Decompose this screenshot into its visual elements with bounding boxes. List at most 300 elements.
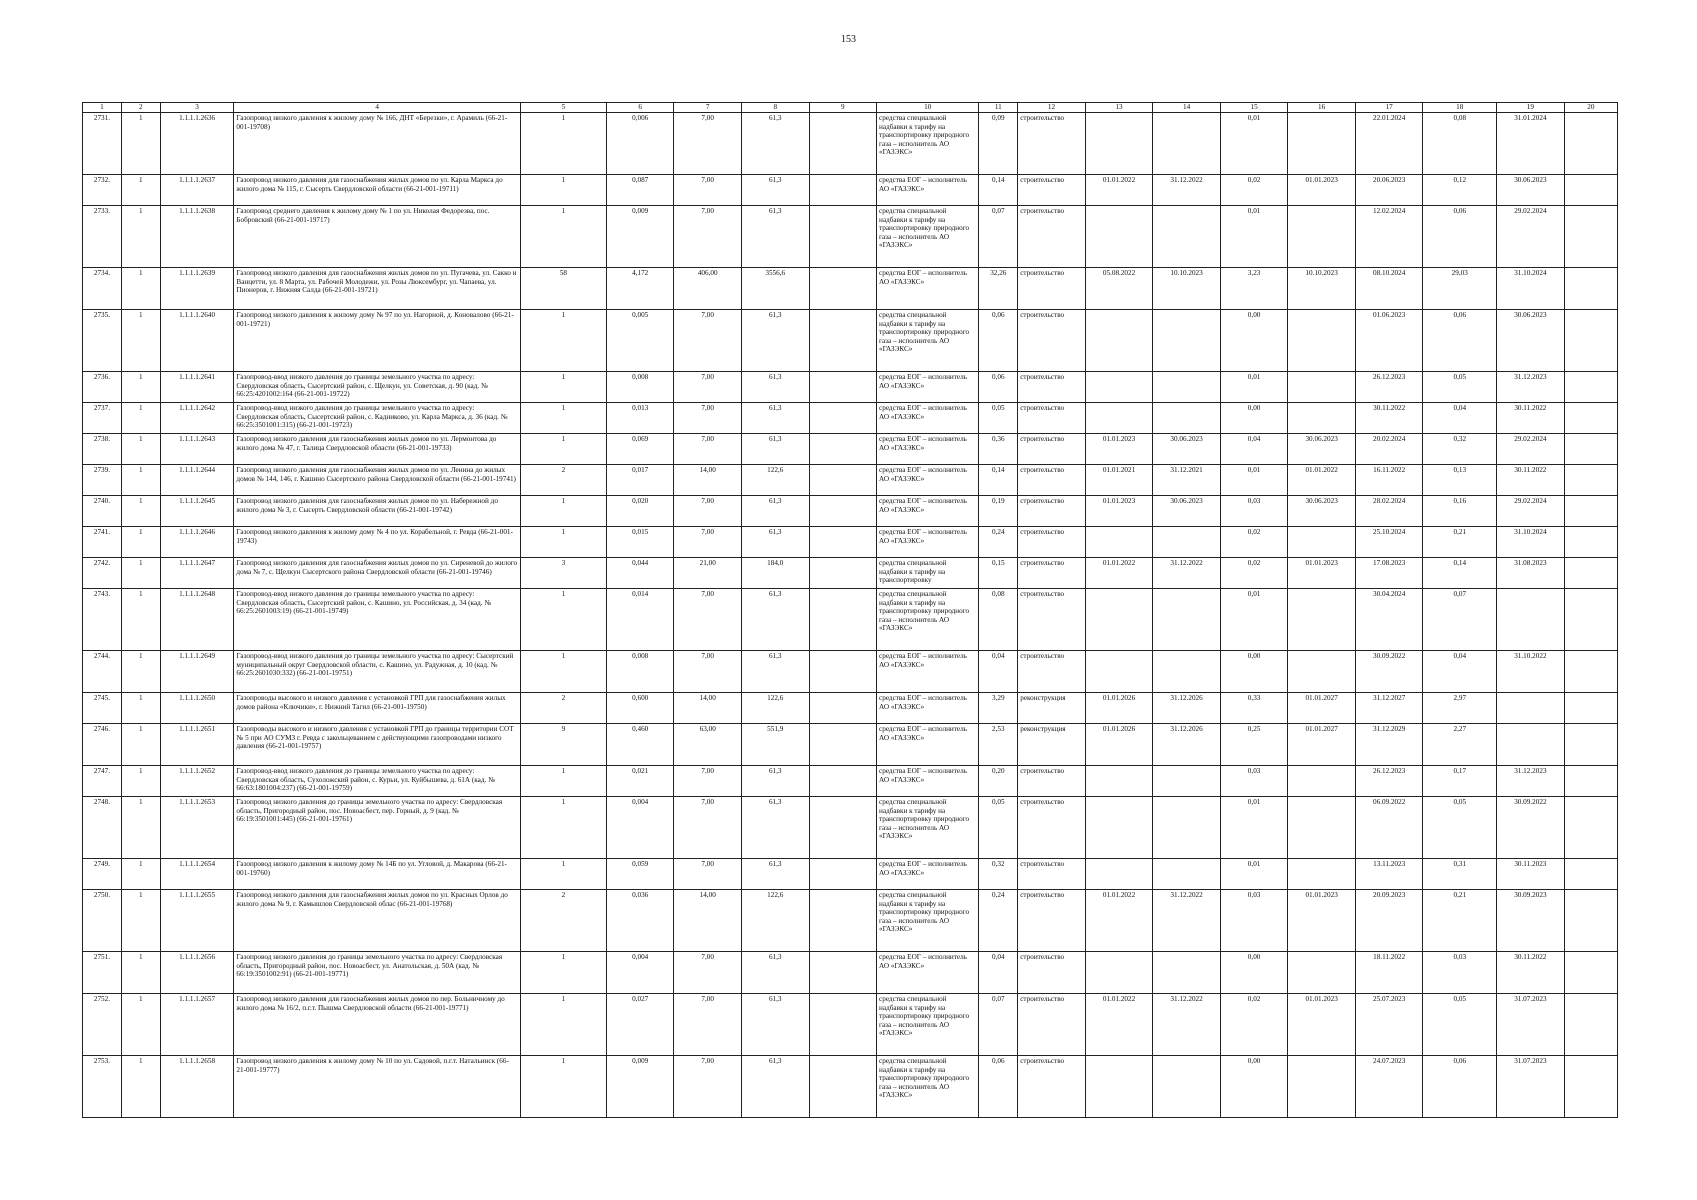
cell-code: 1.1.1.1.2642 — [160, 403, 234, 434]
cell-col-9 — [809, 994, 877, 1056]
cell-col-17: 30.09.2022 — [1355, 651, 1423, 693]
cell-work-type: строительство — [1018, 268, 1086, 310]
column-number-20: 20 — [1564, 103, 1617, 113]
cell-completion-date: 31.12.2023 — [1497, 372, 1565, 403]
table-row — [83, 1056, 1618, 1118]
cell-row-number: 2734. — [83, 268, 122, 310]
cell-funding-source: средства специальной надбавки к тарифу на транспортировку природного газа – исполнитель АО «ГАЗЭКС» — [877, 206, 979, 268]
table-row — [83, 310, 1618, 372]
cell-col-15: 0,03 — [1220, 766, 1288, 797]
cell-col-2: 1 — [121, 527, 160, 558]
cell-completion-date: 30.11.2022 — [1497, 403, 1565, 434]
cell-row-number: 2743. — [83, 589, 122, 651]
cell-col-16: 01.01.2027 — [1288, 724, 1356, 766]
cell-code: 1.1.1.1.2637 — [160, 175, 234, 206]
table-row — [83, 952, 1618, 994]
cell-col-8: 61,3 — [741, 310, 809, 372]
column-number-4: 4 — [234, 103, 521, 113]
cell-object-name: Газопровод низкого давления для газоснабжения жилых домов по пер. Больничному до жилого дома № 16/2, п.г.т. Пышма Свердловской области (66-21-001-19771) — [234, 994, 521, 1056]
cell-code: 1.1.1.1.2654 — [160, 859, 234, 890]
column-number-2: 2 — [121, 103, 160, 113]
cell-col-15: 0,00 — [1220, 651, 1288, 693]
cell-col-9 — [809, 310, 877, 372]
cell-funding-source: средства ЕОГ – исполнитель АО «ГАЗЭКС» — [877, 268, 979, 310]
cell-col-20 — [1564, 403, 1617, 434]
cell-col-18: 0,05 — [1423, 994, 1497, 1056]
table-row — [83, 994, 1618, 1056]
cell-col-20 — [1564, 1056, 1617, 1118]
table-row — [83, 589, 1618, 651]
cell-col-15: 0,02 — [1220, 558, 1288, 589]
cell-cost: 0,06 — [979, 310, 1018, 372]
cell-completion-date: 30.06.2023 — [1497, 175, 1565, 206]
cell-completion-date: 29.02.2024 — [1497, 206, 1565, 268]
cell-col-17: 17.08.2023 — [1355, 558, 1423, 589]
cell-col-2: 1 — [121, 558, 160, 589]
cell-col-16: 01.01.2023 — [1288, 890, 1356, 952]
cell-col-17: 20.02.2024 — [1355, 434, 1423, 465]
cell-length-km: 0,069 — [606, 434, 674, 465]
cell-col-2: 1 — [121, 403, 160, 434]
cell-start-date — [1085, 206, 1153, 268]
cell-col-5: 3 — [520, 558, 606, 589]
cell-col-9 — [809, 859, 877, 890]
cell-completion-date: 31.08.2023 — [1497, 558, 1565, 589]
cell-col-2: 1 — [121, 465, 160, 496]
cell-col-8: 61,3 — [741, 175, 809, 206]
cell-work-type: строительство — [1018, 651, 1086, 693]
cell-col-17: 31.12.2027 — [1355, 693, 1423, 724]
cell-cost: 0,32 — [979, 859, 1018, 890]
cell-end-date: 31.12.2022 — [1153, 890, 1221, 952]
cell-code: 1.1.1.1.2651 — [160, 724, 234, 766]
cell-funding-source: средства специальной надбавки к тарифу на транспортировку природного газа – исполнитель АО «ГАЗЭКС» — [877, 890, 979, 952]
table-row — [83, 496, 1618, 527]
cell-length-km: 0,020 — [606, 496, 674, 527]
cell-completion-date — [1497, 693, 1565, 724]
cell-col-7: 7,00 — [674, 994, 742, 1056]
cell-start-date: 01.01.2022 — [1085, 994, 1153, 1056]
cell-funding-source: средства ЕОГ – исполнитель АО «ГАЗЭКС» — [877, 693, 979, 724]
cell-col-18: 2,27 — [1423, 724, 1497, 766]
cell-end-date: 31.12.2022 — [1153, 994, 1221, 1056]
cell-col-7: 406,00 — [674, 268, 742, 310]
cell-col-17: 25.10.2024 — [1355, 527, 1423, 558]
cell-code: 1.1.1.1.2657 — [160, 994, 234, 1056]
cell-col-8: 61,3 — [741, 434, 809, 465]
cell-col-18: 0,13 — [1423, 465, 1497, 496]
column-number-5: 5 — [520, 103, 606, 113]
cell-completion-date: 31.01.2024 — [1497, 113, 1565, 175]
cell-code: 1.1.1.1.2636 — [160, 113, 234, 175]
cell-funding-source: средства специальной надбавки к тарифу на транспортировку природного газа – исполнитель АО «ГАЗЭКС» — [877, 994, 979, 1056]
cell-end-date — [1153, 206, 1221, 268]
cell-col-18: 0,21 — [1423, 527, 1497, 558]
cell-object-name: Газопровод-ввод низкого давления до границы земельного участка по адресу: Свердловская область, Сысертский район, с. Кашино, ул. Российская, д. 34 (кад. № 66:25:2601003:19) (66-21-001-19749) — [234, 589, 521, 651]
cell-completion-date: 31.07.2023 — [1497, 1056, 1565, 1118]
column-number-header-row — [83, 103, 1618, 113]
cell-work-type: строительство — [1018, 403, 1086, 434]
cell-length-km: 0,027 — [606, 994, 674, 1056]
cell-col-7: 7,00 — [674, 589, 742, 651]
page-number: 153 — [841, 34, 856, 45]
cell-col-16 — [1288, 527, 1356, 558]
table-row — [83, 724, 1618, 766]
cell-col-8: 61,3 — [741, 496, 809, 527]
cell-row-number: 2748. — [83, 797, 122, 859]
cell-row-number: 2751. — [83, 952, 122, 994]
cell-col-20 — [1564, 952, 1617, 994]
table-row — [83, 434, 1618, 465]
cell-object-name: Газопровод низкого давления для газоснабжения жилых домов по ул. Лермонтова до жилого дома № 47, г. Талица Свердловской области (66-21-001-19733) — [234, 434, 521, 465]
cell-start-date: 01.01.2026 — [1085, 693, 1153, 724]
cell-code: 1.1.1.1.2649 — [160, 651, 234, 693]
cell-col-18: 0,06 — [1423, 1056, 1497, 1118]
cell-col-7: 14,00 — [674, 465, 742, 496]
cell-col-20 — [1564, 693, 1617, 724]
cell-row-number: 2735. — [83, 310, 122, 372]
cell-end-date — [1153, 859, 1221, 890]
cell-col-9 — [809, 1056, 877, 1118]
cell-length-km: 0,004 — [606, 952, 674, 994]
cell-col-16 — [1288, 310, 1356, 372]
cell-col-5: 1 — [520, 797, 606, 859]
cell-col-20 — [1564, 268, 1617, 310]
cell-col-20 — [1564, 206, 1617, 268]
cell-col-7: 7,00 — [674, 403, 742, 434]
cell-col-5: 1 — [520, 994, 606, 1056]
column-number-19: 19 — [1497, 103, 1565, 113]
cell-work-type: строительство — [1018, 175, 1086, 206]
cell-col-2: 1 — [121, 434, 160, 465]
cell-end-date: 31.12.2026 — [1153, 693, 1221, 724]
cell-col-2: 1 — [121, 797, 160, 859]
cell-work-type: строительство — [1018, 434, 1086, 465]
cell-work-type: строительство — [1018, 797, 1086, 859]
cell-col-8: 61,3 — [741, 206, 809, 268]
column-number-14: 14 — [1153, 103, 1221, 113]
cell-col-16 — [1288, 859, 1356, 890]
cell-end-date — [1153, 372, 1221, 403]
cell-col-2: 1 — [121, 859, 160, 890]
cell-col-2: 1 — [121, 206, 160, 268]
cell-col-15: 0,03 — [1220, 890, 1288, 952]
cell-col-17: 26.12.2023 — [1355, 766, 1423, 797]
cell-length-km: 0,009 — [606, 206, 674, 268]
cell-funding-source: средства специальной надбавки к тарифу на транспортировку природного газа – исполнитель АО «ГАЗЭКС» — [877, 1056, 979, 1118]
cell-col-8: 61,3 — [741, 1056, 809, 1118]
cell-length-km: 0,006 — [606, 113, 674, 175]
cell-work-type: строительство — [1018, 465, 1086, 496]
cell-col-8: 551,9 — [741, 724, 809, 766]
cell-col-8: 61,3 — [741, 403, 809, 434]
cell-completion-date: 31.10.2024 — [1497, 527, 1565, 558]
cell-col-7: 7,00 — [674, 372, 742, 403]
cell-col-18: 0,04 — [1423, 403, 1497, 434]
cell-funding-source: средства ЕОГ – исполнитель АО «ГАЗЭКС» — [877, 766, 979, 797]
cell-col-8: 61,3 — [741, 372, 809, 403]
cell-code: 1.1.1.1.2646 — [160, 527, 234, 558]
cell-row-number: 2744. — [83, 651, 122, 693]
table-row — [83, 797, 1618, 859]
cell-funding-source: средства ЕОГ – исполнитель АО «ГАЗЭКС» — [877, 952, 979, 994]
cell-col-7: 7,00 — [674, 206, 742, 268]
cell-completion-date: 31.12.2023 — [1497, 766, 1565, 797]
cell-col-17: 13.11.2023 — [1355, 859, 1423, 890]
cell-col-2: 1 — [121, 651, 160, 693]
cell-object-name: Газопровод низкого давления к жилому дому № 10 по ул. Садовой, п.г.т. Натальинск (66-21-001-19777) — [234, 1056, 521, 1118]
cell-funding-source: средства ЕОГ – исполнитель АО «ГАЗЭКС» — [877, 403, 979, 434]
cell-object-name: Газопровод низкого давления для газоснабжения жилых домов по ул. Сиреневой до жилого дома № 7, с. Щелкун Сысертского района Свердловской области (66-21-001-19746) — [234, 558, 521, 589]
cell-length-km: 0,059 — [606, 859, 674, 890]
cell-funding-source: средства специальной надбавки к тарифу на транспортировку природного газа – исполнитель АО «ГАЗЭКС» — [877, 797, 979, 859]
cell-funding-source: средства ЕОГ – исполнитель АО «ГАЗЭКС» — [877, 372, 979, 403]
cell-start-date — [1085, 797, 1153, 859]
cell-col-15: 0,01 — [1220, 859, 1288, 890]
cell-col-18: 0,03 — [1423, 952, 1497, 994]
cell-start-date — [1085, 310, 1153, 372]
cell-cost: 0,05 — [979, 797, 1018, 859]
cell-work-type: строительство — [1018, 994, 1086, 1056]
cell-col-7: 7,00 — [674, 797, 742, 859]
cell-object-name: Газопровод низкого давления к жилому дому № 97 по ул. Нагорной, д. Коновалово (66-21-001-19721) — [234, 310, 521, 372]
table-row — [83, 890, 1618, 952]
cell-completion-date: 30.09.2023 — [1497, 890, 1565, 952]
cell-end-date — [1153, 527, 1221, 558]
cell-work-type: строительство — [1018, 113, 1086, 175]
cell-start-date — [1085, 527, 1153, 558]
cell-col-18: 0,07 — [1423, 589, 1497, 651]
cell-length-km: 0,008 — [606, 372, 674, 403]
cell-code: 1.1.1.1.2644 — [160, 465, 234, 496]
cell-code: 1.1.1.1.2650 — [160, 693, 234, 724]
cell-col-15: 0,02 — [1220, 175, 1288, 206]
table-row — [83, 527, 1618, 558]
column-number-18: 18 — [1423, 103, 1497, 113]
cell-col-5: 58 — [520, 268, 606, 310]
cell-completion-date: 29.02.2024 — [1497, 496, 1565, 527]
cell-col-9 — [809, 496, 877, 527]
cell-col-17: 20.06.2023 — [1355, 175, 1423, 206]
cell-col-16: 01.01.2023 — [1288, 994, 1356, 1056]
cell-col-8: 61,3 — [741, 589, 809, 651]
cell-funding-source: средства специальной надбавки к тарифу на транспортировку природного газа – исполнитель АО «ГАЗЭКС» — [877, 113, 979, 175]
cell-cost: 0,04 — [979, 952, 1018, 994]
column-number-12: 12 — [1018, 103, 1086, 113]
cell-cost: 0,04 — [979, 651, 1018, 693]
cell-col-15: 0,01 — [1220, 206, 1288, 268]
cell-col-7: 7,00 — [674, 766, 742, 797]
cell-length-km: 0,014 — [606, 589, 674, 651]
cell-work-type: строительство — [1018, 310, 1086, 372]
cell-object-name: Газопроводы высокого и низкого давления с установкой ГРП до границы территории СОТ № 5 при АО СУМЗ г. Ревда с закольцеванием с действующими газопроводами низкого давления (66-21-001-19757) — [234, 724, 521, 766]
cell-col-2: 1 — [121, 766, 160, 797]
cell-funding-source: средства ЕОГ – исполнитель АО «ГАЗЭКС» — [877, 859, 979, 890]
cell-cost: 32,26 — [979, 268, 1018, 310]
cell-funding-source: средства ЕОГ – исполнитель АО «ГАЗЭКС» — [877, 175, 979, 206]
cell-col-2: 1 — [121, 952, 160, 994]
column-number-3: 3 — [160, 103, 234, 113]
column-number-6: 6 — [606, 103, 674, 113]
cell-col-9 — [809, 527, 877, 558]
table-row — [83, 113, 1618, 175]
column-number-1: 1 — [83, 103, 122, 113]
cell-end-date: 31.12.2021 — [1153, 465, 1221, 496]
cell-completion-date: 30.06.2023 — [1497, 310, 1565, 372]
cell-col-20 — [1564, 994, 1617, 1056]
cell-work-type: строительство — [1018, 766, 1086, 797]
cell-length-km: 0,044 — [606, 558, 674, 589]
cell-col-5: 1 — [520, 496, 606, 527]
cell-completion-date: 31.10.2022 — [1497, 651, 1565, 693]
table-row — [83, 558, 1618, 589]
cell-col-7: 7,00 — [674, 496, 742, 527]
cell-end-date — [1153, 952, 1221, 994]
cell-col-17: 30.04.2024 — [1355, 589, 1423, 651]
cell-end-date — [1153, 403, 1221, 434]
table-row — [83, 651, 1618, 693]
cell-object-name: Газопровод среднего давления к жилому дому № 1 по ул. Николая Федорезва, пос. Бобровский (66-21-001-19717) — [234, 206, 521, 268]
cell-col-18: 0,12 — [1423, 175, 1497, 206]
cell-end-date: 31.12.2026 — [1153, 724, 1221, 766]
cell-funding-source: средства специальной надбавки к тарифу на транспортировку природного газа – исполнитель АО «ГАЗЭКС» — [877, 310, 979, 372]
cell-start-date — [1085, 372, 1153, 403]
cell-cost: 0,07 — [979, 994, 1018, 1056]
cell-cost: 0,06 — [979, 1056, 1018, 1118]
cell-col-16 — [1288, 651, 1356, 693]
cell-col-9 — [809, 797, 877, 859]
cell-object-name: Газопровод-ввод низкого давления до границы земельного участка по адресу: Свердловская область, Сысертский район, с. Щелкун, ул. Советская, д. 90 (кад. № 66:25:4201002:164 (66-21-001-19722) — [234, 372, 521, 403]
cell-start-date: 01.01.2023 — [1085, 434, 1153, 465]
cell-col-9 — [809, 890, 877, 952]
cell-col-5: 1 — [520, 310, 606, 372]
cell-col-7: 14,00 — [674, 890, 742, 952]
cell-length-km: 0,021 — [606, 766, 674, 797]
cell-col-9 — [809, 434, 877, 465]
cell-end-date: 31.12.2022 — [1153, 558, 1221, 589]
cell-code: 1.1.1.1.2640 — [160, 310, 234, 372]
cell-col-15: 0,01 — [1220, 797, 1288, 859]
cell-object-name: Газопровод-ввод низкого давления до границы земельного участка по адресу: Свердловская область, Сухоложский район, с. Курьи, ул. Куйбышева, д. 61А (кад. № 66:63:1801004:237) (66-21-001-19759) — [234, 766, 521, 797]
cell-col-17: 20.09.2023 — [1355, 890, 1423, 952]
cell-col-2: 1 — [121, 589, 160, 651]
cell-col-5: 1 — [520, 651, 606, 693]
cell-col-20 — [1564, 465, 1617, 496]
cell-col-16 — [1288, 1056, 1356, 1118]
cell-object-name: Газопровод низкого давления для газоснабжения жилых домов по ул. Красных Орлов до жилого дома № 9, г. Камышлов Свердловской облас (66-21-001-19768) — [234, 890, 521, 952]
cell-code: 1.1.1.1.2645 — [160, 496, 234, 527]
cell-col-18: 29,03 — [1423, 268, 1497, 310]
cell-row-number: 2739. — [83, 465, 122, 496]
cell-code: 1.1.1.1.2638 — [160, 206, 234, 268]
cell-col-8: 61,3 — [741, 859, 809, 890]
cell-col-20 — [1564, 175, 1617, 206]
cell-cost: 0,05 — [979, 403, 1018, 434]
cell-end-date — [1153, 310, 1221, 372]
cell-row-number: 2737. — [83, 403, 122, 434]
cell-code: 1.1.1.1.2652 — [160, 766, 234, 797]
cell-col-17: 22.01.2024 — [1355, 113, 1423, 175]
cell-col-8: 122,6 — [741, 890, 809, 952]
cell-funding-source: средства специальной надбавки к тарифу на транспортировку — [877, 558, 979, 589]
cell-start-date — [1085, 952, 1153, 994]
cell-object-name: Газопровод низкого давления до границы земельного участка по адресу: Свердловская область, Пригородный район, пос. Новоасбест, пер. Горный, д. 9 (кад. № 66:19:3501001:445) (66-21-001-19761) — [234, 797, 521, 859]
table-row — [83, 206, 1618, 268]
cell-length-km: 0,600 — [606, 693, 674, 724]
cell-length-km: 0,005 — [606, 310, 674, 372]
cell-work-type: строительство — [1018, 589, 1086, 651]
cell-completion-date: 30.11.2023 — [1497, 859, 1565, 890]
column-number-10: 10 — [877, 103, 979, 113]
cell-col-2: 1 — [121, 496, 160, 527]
cell-col-15: 0,33 — [1220, 693, 1288, 724]
cell-length-km: 0,087 — [606, 175, 674, 206]
column-number-16: 16 — [1288, 103, 1356, 113]
cell-col-7: 7,00 — [674, 1056, 742, 1118]
table-row — [83, 693, 1618, 724]
cell-row-number: 2738. — [83, 434, 122, 465]
cell-start-date — [1085, 589, 1153, 651]
cell-col-2: 1 — [121, 1056, 160, 1118]
table-body — [83, 113, 1618, 1118]
cell-cost: 0,19 — [979, 496, 1018, 527]
cell-col-5: 2 — [520, 465, 606, 496]
cell-work-type: реконструкция — [1018, 693, 1086, 724]
cell-col-17: 28.02.2024 — [1355, 496, 1423, 527]
cell-end-date — [1153, 651, 1221, 693]
cell-row-number: 2736. — [83, 372, 122, 403]
cell-col-16 — [1288, 372, 1356, 403]
cell-col-15: 0,01 — [1220, 113, 1288, 175]
cell-col-17: 25.07.2023 — [1355, 994, 1423, 1056]
cell-length-km: 4,172 — [606, 268, 674, 310]
cell-object-name: Газопровод низкого давления для газоснабжения жилых домов по ул. Ленина до жилых домов № 144, 146, г. Кашино Сысертского района Свердловской области (66-21-001-19741) — [234, 465, 521, 496]
cell-col-18: 0,06 — [1423, 206, 1497, 268]
cell-code: 1.1.1.1.2658 — [160, 1056, 234, 1118]
cell-col-16: 10.10.2023 — [1288, 268, 1356, 310]
cell-col-20 — [1564, 724, 1617, 766]
table-row — [83, 175, 1618, 206]
cell-work-type: строительство — [1018, 206, 1086, 268]
cell-col-7: 7,00 — [674, 113, 742, 175]
cell-object-name: Газопровод низкого давления к жилому дому № 4 по ул. Корабельной, г. Ревда (66-21-001-19743) — [234, 527, 521, 558]
table-row — [83, 859, 1618, 890]
cell-col-18: 0,21 — [1423, 890, 1497, 952]
cell-col-5: 1 — [520, 372, 606, 403]
cell-row-number: 2732. — [83, 175, 122, 206]
cell-funding-source: средства ЕОГ – исполнитель АО «ГАЗЭКС» — [877, 465, 979, 496]
cell-work-type: строительство — [1018, 496, 1086, 527]
cell-col-20 — [1564, 372, 1617, 403]
cell-col-15: 0,00 — [1220, 1056, 1288, 1118]
cell-col-7: 7,00 — [674, 859, 742, 890]
cell-completion-date: 31.10.2024 — [1497, 268, 1565, 310]
cell-col-5: 1 — [520, 1056, 606, 1118]
column-number-7: 7 — [674, 103, 742, 113]
cell-cost: 0,14 — [979, 465, 1018, 496]
cell-col-17: 24.07.2023 — [1355, 1056, 1423, 1118]
cell-code: 1.1.1.1.2647 — [160, 558, 234, 589]
cell-col-20 — [1564, 496, 1617, 527]
cell-col-17: 31.12.2029 — [1355, 724, 1423, 766]
cell-work-type: строительство — [1018, 890, 1086, 952]
cell-col-7: 63,00 — [674, 724, 742, 766]
table-row — [83, 766, 1618, 797]
cell-col-7: 7,00 — [674, 175, 742, 206]
cell-col-16 — [1288, 797, 1356, 859]
cell-col-8: 122,6 — [741, 465, 809, 496]
cell-col-15: 0,00 — [1220, 403, 1288, 434]
